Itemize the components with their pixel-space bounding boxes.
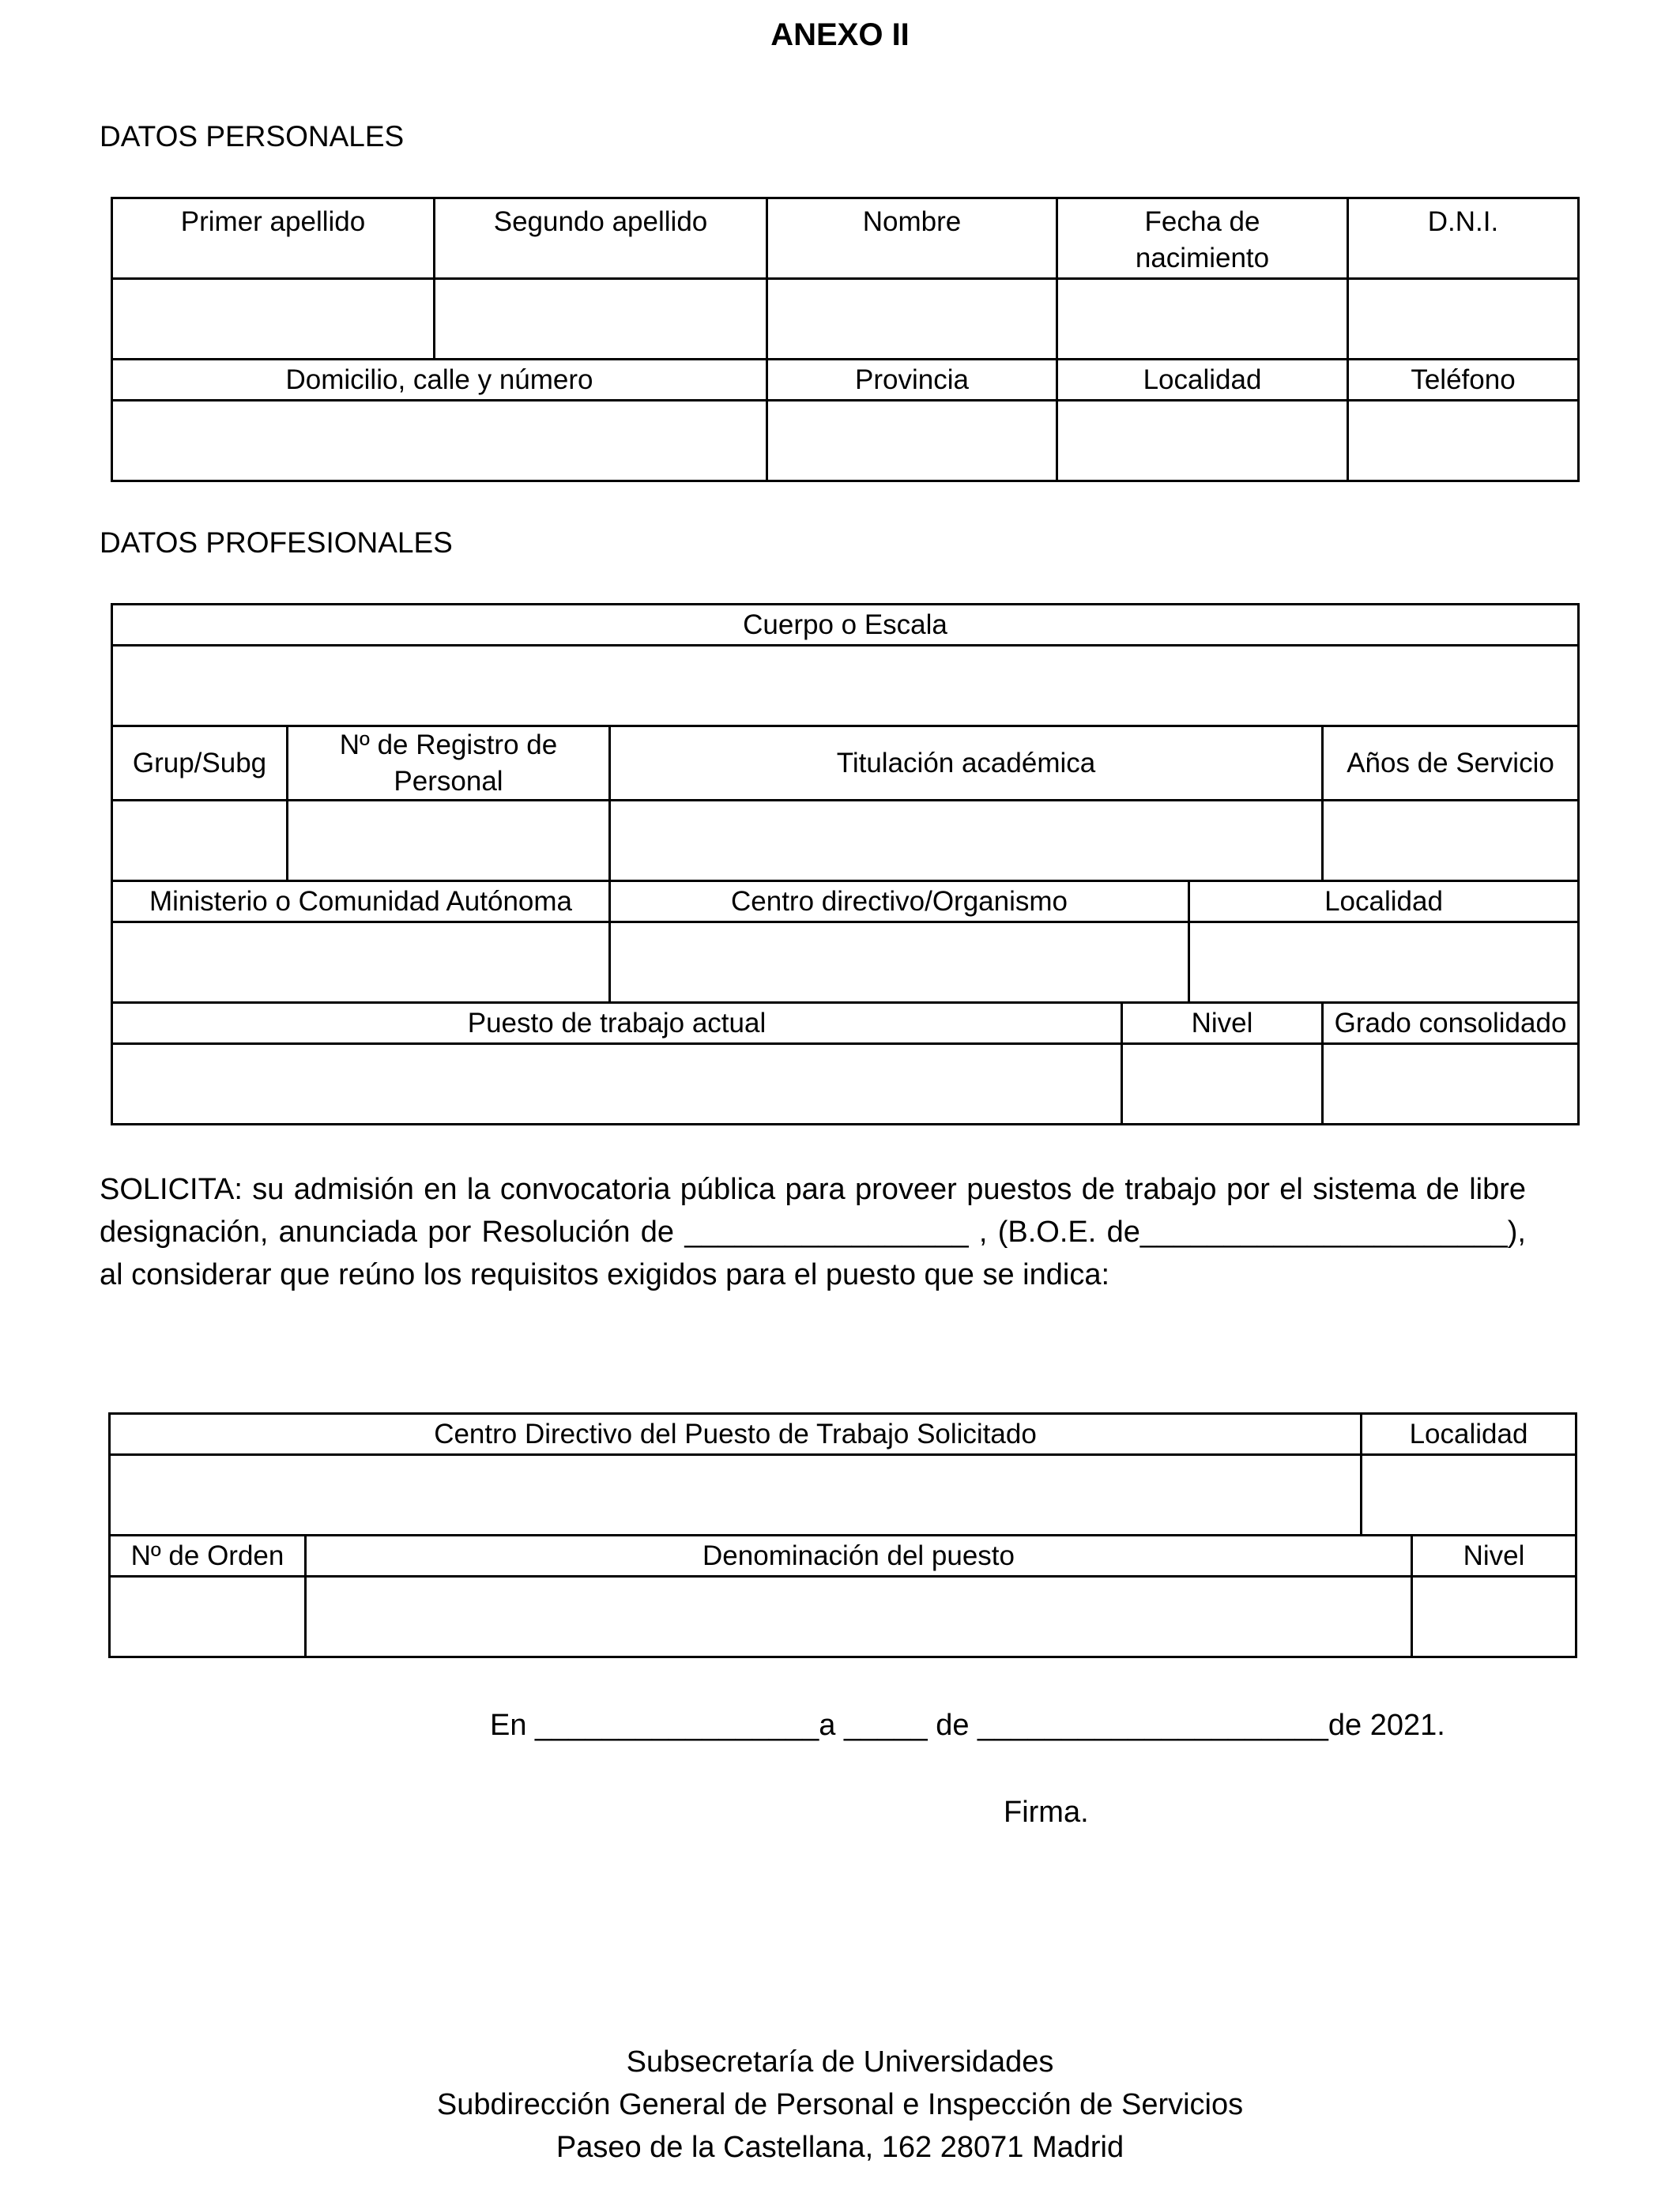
dni-header: D.N.I. [1348,198,1579,279]
personal-data-table [111,197,1580,482]
domicilio-field[interactable] [112,401,767,481]
centro-solicitado-field[interactable] [110,1455,1362,1536]
date-place-line: En _________________a _____ de _____________________de 2021. [490,1709,1445,1742]
localidad-profesional-field[interactable] [1189,922,1579,1003]
centro-solicitado-header: Centro Directivo del Puesto de Trabajo Solicitado [110,1414,1362,1455]
nombre-field[interactable] [767,279,1057,360]
nombre-header: Nombre [767,198,1057,279]
document-title: ANEXO II [770,17,910,52]
telefono-field[interactable] [1348,401,1579,481]
denominacion-puesto-header: Denominación del puesto [306,1536,1412,1577]
signature-label: Firma. [1004,1796,1089,1829]
grado-consolidado-header: Grado consolidado [1323,1003,1579,1044]
localidad-solicitada-field[interactable] [1362,1455,1576,1536]
grupo-subgrupo-field[interactable] [112,801,288,881]
dni-field[interactable] [1348,279,1579,360]
footer-line-2: Subdirección General de Personal e Inspección de Servicios [436,2088,1244,2121]
ministerio-header: Ministerio o Comunidad Autónoma [112,881,610,922]
registro-personal-field[interactable] [288,801,610,881]
localidad-profesional-header: Localidad [1189,881,1579,922]
ministerio-field[interactable] [112,922,610,1003]
domicilio-header: Domicilio, calle y número [112,360,767,401]
cuerpo-escala-header: Cuerpo o Escala [112,605,1579,646]
centro-directivo-field[interactable] [610,922,1189,1003]
anos-servicio-field[interactable] [1323,801,1579,881]
titulacion-header: Titulación académica [610,726,1323,801]
localidad-header: Localidad [1057,360,1348,401]
footer-address [0,2041,1680,2169]
puesto-actual-header: Puesto de trabajo actual [112,1003,1122,1044]
localidad-field[interactable] [1057,401,1348,481]
denominacion-puesto-field[interactable] [306,1577,1412,1657]
segundo-apellido-header: Segundo apellido [435,198,767,279]
footer-line-1: Subsecretaría de Universidades [626,2045,1054,2079]
professional-data-heading: DATOS PROFESIONALES [100,526,453,559]
localidad-solicitada-header: Localidad [1362,1414,1576,1455]
requested-position-table [108,1412,1577,1658]
nivel-actual-header: Nivel [1122,1003,1323,1044]
cuerpo-escala-field[interactable] [112,646,1579,726]
grado-consolidado-field[interactable] [1323,1044,1579,1125]
titulacion-field[interactable] [610,801,1323,881]
segundo-apellido-field[interactable] [435,279,767,360]
provincia-header: Provincia [767,360,1057,401]
registro-personal-header: Nº de Registro de Personal [288,726,610,801]
fecha-nacimiento-field[interactable] [1057,279,1348,360]
primer-apellido-field[interactable] [112,279,435,360]
centro-directivo-header: Centro directivo/Organismo [610,881,1189,922]
provincia-field[interactable] [767,401,1057,481]
grupo-subgrupo-header: Grup/Subg [112,726,288,801]
nivel-actual-field[interactable] [1122,1044,1323,1125]
puesto-actual-field[interactable] [112,1044,1122,1125]
personal-data-heading: DATOS PERSONALES [100,120,405,153]
telefono-header: Teléfono [1348,360,1579,401]
primer-apellido-header: Primer apellido [112,198,435,279]
nivel-solicitado-header: Nivel [1412,1536,1576,1577]
footer-line-3: Paseo de la Castellana, 162 28071 Madrid [556,2131,1124,2164]
professional-data-table [111,603,1580,1125]
numero-orden-header: Nº de Orden [110,1536,306,1577]
numero-orden-field[interactable] [110,1577,306,1657]
solicita-paragraph: SOLICITA: su admisión en la convocatoria pública para proveer puestos de trabajo por el sistema de libre designación, anunciada por Resolución de _________________ , (B.O.E. de______________________), al considerar que reúno los requisitos exigidos para el puesto que se indica: [100,1173,1526,1291]
fecha-nacimiento-header: Fecha de nacimiento [1057,198,1348,279]
anos-servicio-header: Años de Servicio [1323,726,1579,801]
nivel-solicitado-field[interactable] [1412,1577,1576,1657]
